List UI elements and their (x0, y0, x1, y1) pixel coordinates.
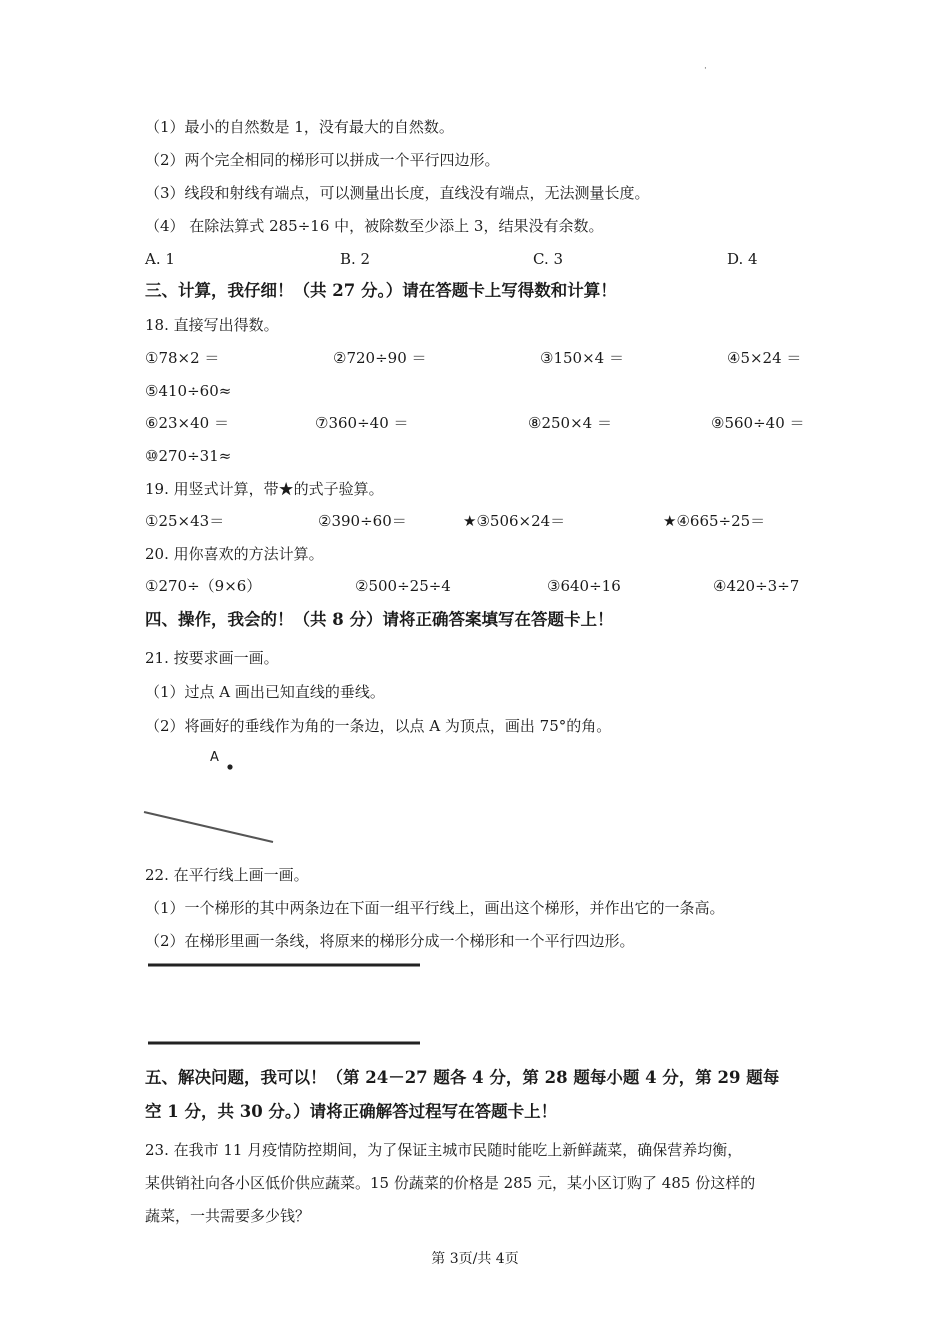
choice-c: C. 3 (533, 250, 564, 268)
section-3-heading: 三、计算，我仔细！（共 27 分。）请在答题卡上写得数和计算！ (145, 281, 617, 300)
q20-item-1: ①270÷（9×6） (145, 577, 262, 595)
page-footer: 第 3页/共 4页 (431, 1251, 519, 1267)
q18-item-3: ③150×4 ＝ (540, 349, 624, 367)
q18-title: 18. 直接写出得数。 (145, 316, 279, 334)
q22-item-1: （1）一个梯形的其中两条边在下面一组平行线上，画出这个梯形，并作出它的一条高。 (145, 899, 725, 917)
q18-item-6: ⑥23×40 ＝ (145, 414, 229, 432)
prev-statement-2: （2）两个完全相同的梯形可以拼成一个平行四边形。 (145, 151, 500, 169)
q18-item-7: ⑦360÷40 ＝ (315, 414, 409, 432)
q22-item-2: （2）在梯形里画一条线，将原来的梯形分成一个梯形和一个平行四边形。 (145, 932, 635, 950)
q18-item-1: ①78×2 ＝ (145, 349, 220, 367)
q18-item-2: ②720÷90 ＝ (333, 349, 427, 367)
choice-d: D. 4 (727, 250, 758, 268)
q18-item-5: ⑤410÷60≈ (145, 382, 232, 400)
q20-item-3: ③640÷16 (547, 577, 621, 595)
choice-b: B. 2 (340, 250, 371, 268)
q19-title: 19. 用竖式计算，带★的式子验算。 (145, 480, 384, 498)
section-4-heading: 四、操作，我会的！（共 8 分）请将正确答案填写在答题卡上！ (145, 610, 614, 629)
q20-item-2: ②500÷25÷4 (355, 577, 451, 595)
prev-statement-4: （4） 在除法算式 285÷16 中，被除数至少添上 3，结果没有余数。 (145, 217, 604, 235)
stray-mark: · (704, 64, 707, 74)
q18-item-10: ⑩270÷31≈ (145, 447, 232, 465)
section-5-heading-line-1: 五、解决问题，我可以！（第 24－27 题各 4 分，第 28 题每小题 4 分，第 29 题每 (145, 1068, 780, 1087)
q23-line-3: 蔬菜，一共需要多少钱？ (145, 1207, 311, 1225)
q21-item-2: （2）将画好的垂线作为角的一条边，以点 A 为顶点，画出 75°的角。 (145, 717, 612, 735)
q19-item-4: ★④665÷25＝ (663, 512, 766, 530)
q23-line-2: 某供销社向各小区低价供应蔬菜。15 份蔬菜的价格是 285 元，某小区订购了 485 份这样的 (145, 1174, 756, 1192)
q21-item-1: （1）过点 A 画出已知直线的垂线。 (145, 683, 385, 701)
choice-a: A. 1 (145, 250, 175, 268)
point-a-label: A (210, 750, 219, 765)
q18-item-8: ⑧250×4 ＝ (528, 414, 612, 432)
q20-title: 20. 用你喜欢的方法计算。 (145, 545, 324, 563)
q22-title: 22. 在平行线上画一画。 (145, 866, 309, 884)
q18-item-4: ④5×24 ＝ (727, 349, 802, 367)
q19-item-2: ②390÷60＝ (318, 512, 407, 530)
given-straight-line (144, 812, 273, 842)
q19-item-1: ①25×43＝ (145, 512, 225, 530)
prev-statement-3: （3）线段和射线有端点，可以测量出长度，直线没有端点，无法测量长度。 (145, 184, 650, 202)
q21-title: 21. 按要求画一画。 (145, 649, 279, 667)
section-5-heading-line-2: 空 1 分，共 30 分。）请将正确解答过程写在答题卡上！ (145, 1102, 558, 1121)
prev-statement-1: （1）最小的自然数是 1，没有最大的自然数。 (145, 118, 454, 136)
q23-line-1: 23. 在我市 11 月疫情防控期间，为了保证主城市民随时能吃上新鲜蔬菜，确保营养均衡， (145, 1141, 743, 1159)
q20-item-4: ④420÷3÷7 (713, 577, 800, 595)
q18-item-9: ⑨560÷40 ＝ (711, 414, 805, 432)
q19-item-3: ★③506×24＝ (463, 512, 566, 530)
point-a-dot (227, 764, 232, 769)
